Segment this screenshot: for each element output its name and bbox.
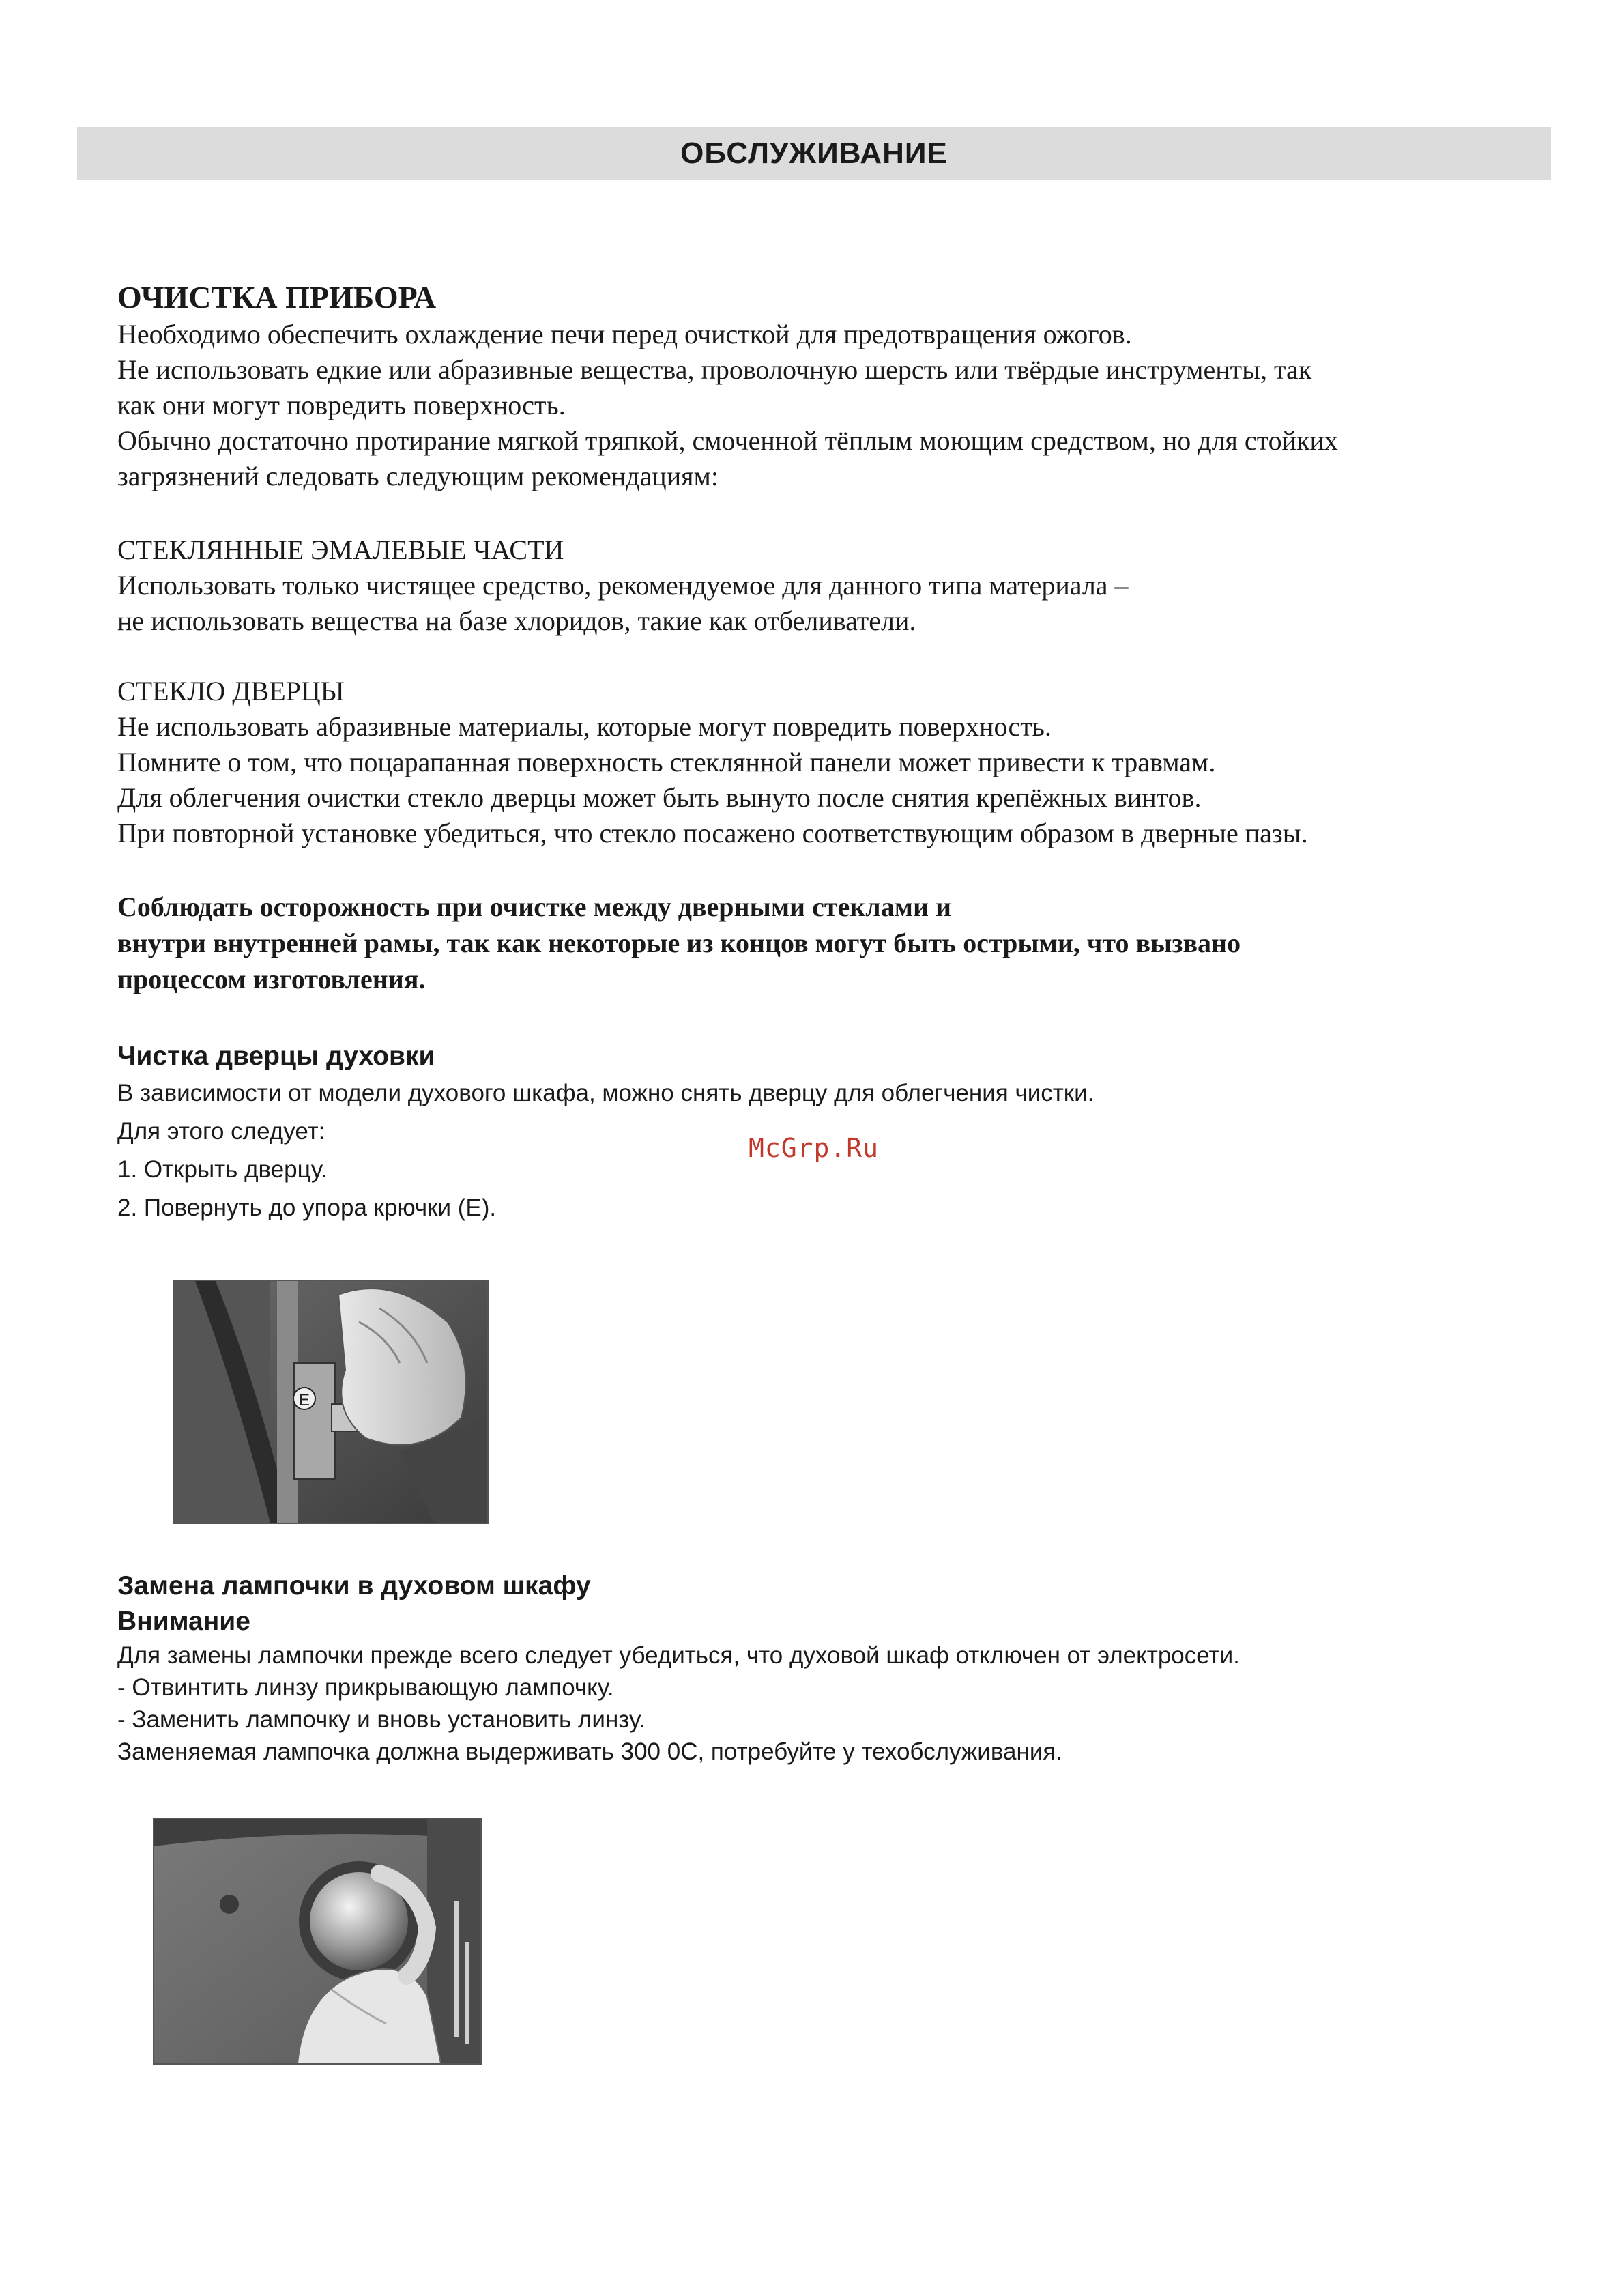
door-hinge-illustration [173, 1280, 489, 1524]
lamp-section [117, 1568, 1537, 1768]
cleaning-line: как они могут повредить поверхность. [117, 390, 566, 420]
door-glass-line: При повторной установке убедиться, что стекло посажено соответствующим образом в дверные пазы. [117, 818, 1308, 848]
door-glass-line: Для облегчения очистки стекло дверцы может быть вынуто после снятия крепёжных винтов. [117, 782, 1202, 813]
door-cleaning-heading: Чистка дверцы духовки [117, 1042, 435, 1071]
section-title: ОБСЛУЖИВАНИЕ [680, 137, 948, 170]
cleaning-heading: ОЧИСТКА ПРИБОРА [117, 280, 437, 315]
door-cleaning-line: В зависимости от модели духового шкафа, можно снять дверцу для облегчения чистки. [117, 1080, 1094, 1106]
door-cleaning-line: 1. Открыть дверцу. [117, 1156, 328, 1183]
enamel-line: Использовать только чистящее средство, рекомендуемое для данного типа материала – [117, 570, 1129, 601]
enamel-section [117, 532, 1537, 639]
door-glass-section [117, 674, 1537, 851]
cleaning-line: загрязнений следовать следующим рекомендациям: [117, 461, 719, 491]
warning-line: Соблюдать осторожность при очистке между дверными стеклами и [117, 891, 952, 922]
door-cleaning-line: Для этого следует: [117, 1118, 325, 1145]
enamel-heading: СТЕКЛЯННЫЕ ЭМАЛЕВЫЕ ЧАСТИ [117, 534, 564, 565]
hook-label: E [298, 1391, 310, 1409]
section-header-bar [77, 127, 1551, 180]
cleaning-line: Обычно достаточно протирание мягкой тряпкой, смоченной тёплым моющим средством, но для стойких [117, 425, 1338, 456]
watermark: McGrp.Ru [749, 1133, 880, 1163]
cleaning-section [117, 278, 1537, 494]
door-glass-heading: СТЕКЛО ДВЕРЦЫ [117, 676, 345, 706]
warning-line: внутри внутренней рамы, так как некоторые из концов могут быть острыми, что вызвано [117, 928, 1241, 958]
enamel-line: не использовать вещества на базе хлоридов, такие как отбеливатели. [117, 605, 916, 636]
warning-line: процессом изготовления. [117, 964, 426, 994]
cleaning-line: Не использовать едкие или абразивные вещества, проволочную шерсть или твёрдые инструменты, так [117, 354, 1312, 385]
lamp-replacement-illustration [153, 1818, 482, 2065]
lamp-heading: Замена лампочки в духовом шкафу [117, 1571, 591, 1601]
door-cleaning-line: 2. Повернуть до упора крючки (E). [117, 1194, 497, 1221]
door-glass-line: Не использовать абразивные материалы, которые могут повредить поверхность. [117, 711, 1052, 742]
lamp-line: - Отвинтить линзу прикрывающую лампочку. [117, 1674, 614, 1701]
door-glass-line: Помните о том, что поцарапанная поверхность стеклянной панели может привести к травмам. [117, 747, 1216, 777]
lamp-subheading: Внимание [117, 1607, 250, 1636]
lamp-line: Заменяемая лампочка должна выдерживать 300 0С, потребуйте у техобслуживания. [117, 1738, 1063, 1765]
cleaning-line: Необходимо обеспечить охлаждение печи перед очисткой для предотвращения ожогов. [117, 319, 1132, 349]
lamp-line: Для замены лампочки прежде всего следует убедиться, что духовой шкаф отключен от электросети. [117, 1642, 1240, 1669]
warning-section [117, 889, 1537, 997]
lamp-line: - Заменить лампочку и вновь установить линзу. [117, 1706, 646, 1733]
